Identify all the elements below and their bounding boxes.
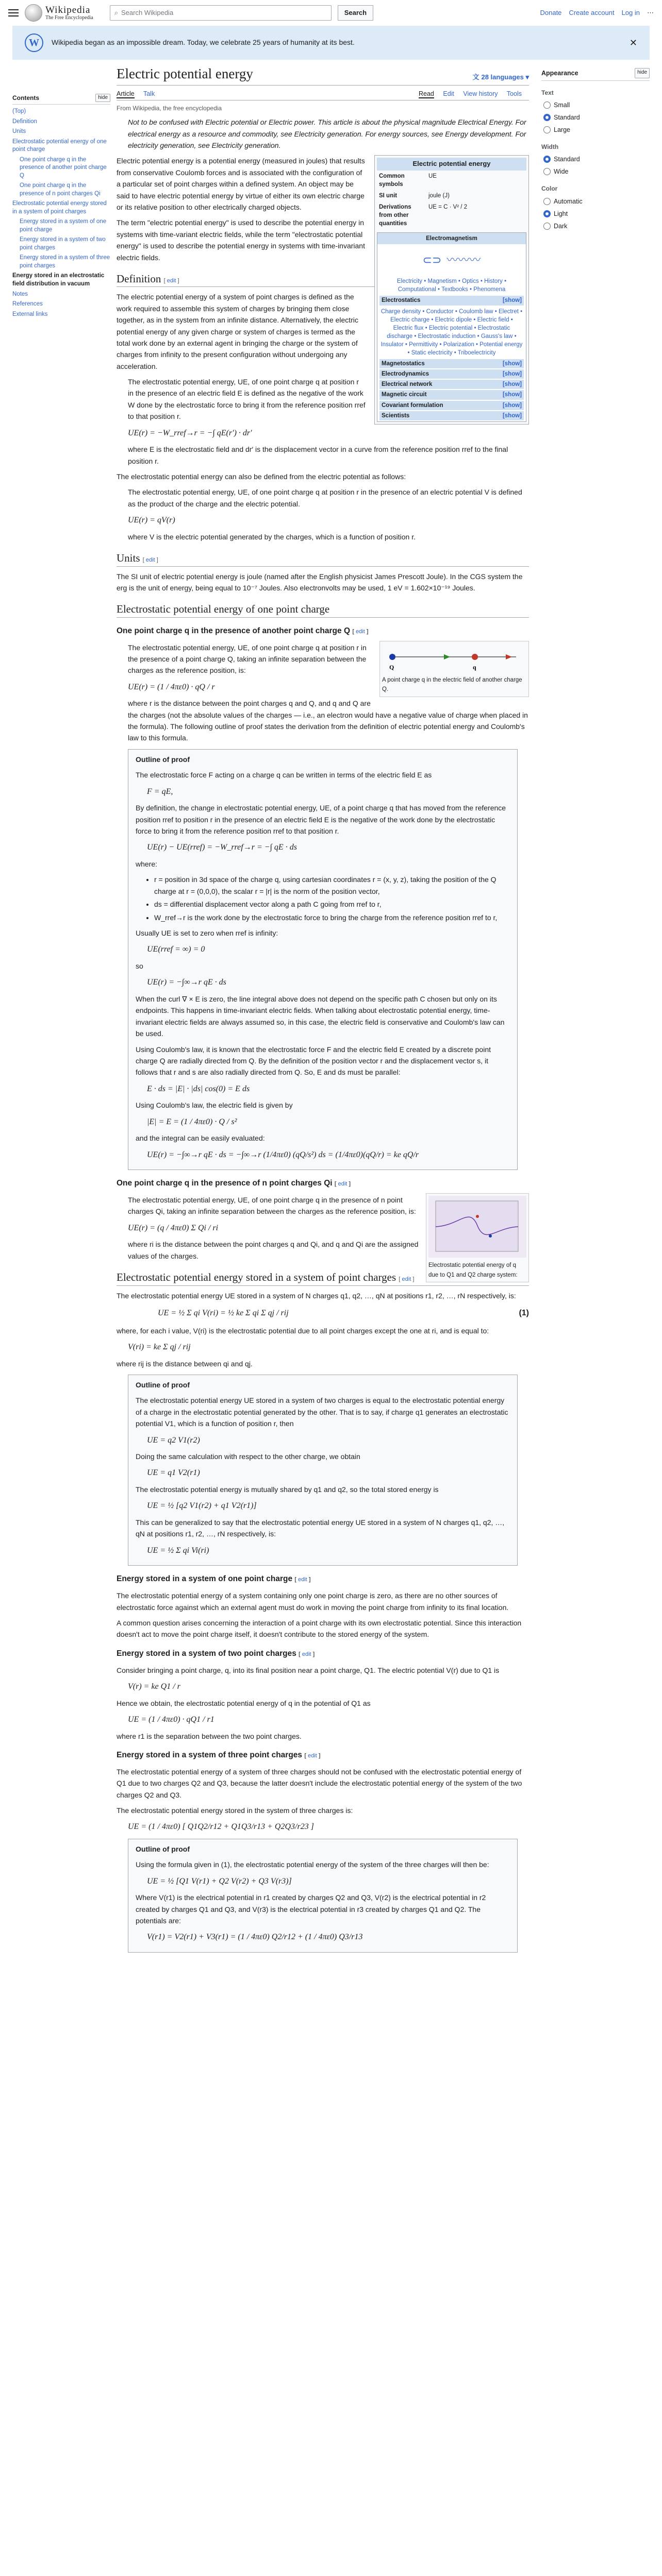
edit-section-link[interactable]: [ edit ] — [142, 557, 158, 564]
equation: UE = q2 V1(r2) — [147, 1435, 200, 1445]
equation: UE = (1 / 4πε0) · qQ1 / r1 — [128, 1715, 214, 1724]
proof-list-item: • W_rref→r is the work done by the electrostatic force to bring the charge from the reference position rref to r, — [154, 912, 510, 923]
toc-item[interactable]: Definition — [12, 118, 37, 125]
three-p2: The electrostatic potential energy stored in the system of three charges is: — [117, 1806, 353, 1815]
site-sub: From Wikipedia, the free encyclopedia — [117, 105, 222, 112]
edit-label: edit — [356, 628, 365, 635]
text-size-label: Text — [541, 89, 554, 96]
equation-1 — [158, 1307, 529, 1320]
infobox-key: Common symbols — [379, 173, 405, 188]
table-of-contents — [12, 65, 110, 1958]
equation: UE(r) = −∫∞→r qE · ds = −∫∞→r (1/4πε0) (qQ/s²) ds = (1/4πε0)(qQ/r) = ke qQ/r — [147, 1150, 419, 1159]
edit-section-link[interactable]: [ edit ] — [163, 277, 179, 284]
navbox-section[interactable] — [379, 380, 524, 389]
radio-icon[interactable] — [543, 126, 551, 133]
charge-Q1 — [476, 1215, 479, 1218]
navbox-section[interactable] — [379, 411, 524, 420]
article — [117, 65, 529, 1958]
edit-section-link[interactable]: [ edit ] — [334, 1181, 351, 1188]
wordmark: Wikipedia — [45, 4, 91, 15]
system-heading: Electrostatic potential energy stored in a system of point charges — [117, 1271, 396, 1284]
n-charges-p2: where ri is the distance between the point charges q and Qi, and q and Qi are the assigned values of the charges. — [128, 1240, 419, 1260]
units-p1: The SI unit of electric potential energy is joule (named after the English physicist James Prescott Joule). In the CGS system the erg is the unit of energy, being equal to 10⁻⁷ Joules. Also electronvolts may be used, 1 eV = 1.602×10⁻¹⁹ Joules. — [117, 572, 523, 592]
one-title: Energy stored in a system of one point charge — [117, 1574, 293, 1584]
n-charges-p1: The electrostatic potential energy, UE, of one point charge q in the presence of n point charges Qi, taking an infinite separation between the charges as the reference position, is: — [128, 1196, 416, 1216]
appearance-hide-button[interactable]: hide — [635, 68, 650, 78]
edit-label: edit — [298, 1577, 307, 1583]
proof-p1: The electrostatic force F acting on a charge q can be written in terms of the electric field E as — [136, 771, 432, 779]
charge-Q2 — [489, 1234, 492, 1238]
toc-item[interactable]: Energy stored in a system of two point charges — [20, 236, 106, 251]
infobox-value: UE — [428, 173, 437, 179]
field-arrow — [444, 654, 450, 659]
radio-icon[interactable] — [543, 223, 551, 230]
toc-item[interactable]: Units — [12, 128, 26, 135]
infobox-key: SI unit — [379, 192, 398, 199]
coil-icon: 〰〰〰 — [446, 253, 481, 266]
language-count: 28 languages — [481, 73, 524, 81]
edit-section-link[interactable]: [ edit ] — [299, 1651, 315, 1657]
main-menu-icon[interactable] — [8, 9, 19, 16]
infobox-value: UE = C · V² / 2 — [428, 204, 468, 210]
proof-p2: By definition, the change in electrostatic potential energy, UE, of a point charge q that has moved from the reference position rref to position r in the presence of an electric field E is the negative of the work done by the electrostatic force to bring it from the reference position rref to that position r. — [136, 804, 506, 836]
radio-label: Standard — [554, 114, 580, 122]
show-toggle[interactable]: [show] — [502, 371, 522, 378]
infobox-title: Electric potential energy — [377, 158, 526, 170]
proof-p4: This can be generalized to say that the electrostatic potential energy UE stored in a system of N charges q1, q2, …, qN at positions r1, r2, …, rN respectively, is: — [136, 1518, 505, 1538]
search-button[interactable]: Search — [338, 5, 373, 21]
definition-p1: The electric potential energy of a system of point charges is defined as the work required to assemble this system of charges by bringing them close together, as in the system from an infinite distance. Alternatively, the electric potential energy of any given charge or system of charges is termed as the total work done by an external agent in bringing the charge or the system of charges from infinity to the present configuration without undergoing any acceleration. — [117, 293, 358, 370]
two-p3: where r1 is the separation between the two point charges. — [117, 1732, 302, 1740]
banner-text: Wikipedia began as an impossible dream. Today, we celebrate 25 years of humanity at its best. — [52, 38, 355, 47]
equation: UE = (1 / 4πε0) [ Q1Q2/r12 + Q1Q3/r13 + Q2Q3/r23 ] — [128, 1822, 314, 1832]
create-account-link[interactable]: Create account — [569, 8, 615, 16]
equation: UE = ½ [q2 V1(r2) + q1 V2(r1)] — [147, 1501, 257, 1511]
proof-p2: Doing the same calculation with respect to the other charge, we obtain — [136, 1452, 360, 1461]
appearance-panel — [541, 65, 650, 1958]
show-toggle[interactable]: [show] — [502, 297, 522, 304]
edit-label: edit — [167, 277, 176, 284]
one-charge-heading: Electrostatic potential energy of one point charge — [117, 603, 330, 616]
navbox-section-label: Magnetostatics — [382, 361, 425, 367]
radio-icon[interactable] — [543, 101, 551, 109]
edit-section-link[interactable]: [ edit ] — [399, 1276, 415, 1283]
appearance-title: Appearance — [541, 70, 578, 77]
radio-option[interactable] — [543, 154, 650, 164]
infobox-key: Derivations from other quantities — [379, 204, 411, 227]
wikipedia-25-icon: W — [25, 33, 43, 52]
proof-p6: Using Coulomb's law, the electric field is given by — [136, 1101, 293, 1110]
toc-item[interactable]: Energy stored in an electrostatic field distribution in vacuum — [12, 273, 105, 287]
search-icon: ⌕ — [114, 8, 119, 16]
proof-p1: The electrostatic potential energy UE stored in a system of two charges is equal to the electrostatic potential energy of a charge in the electrostatic potential generated by the other. That is to say, if charge q1 generates an electrostatic potential V1, which is a function of position r, then — [136, 1396, 508, 1428]
globe-icon — [25, 4, 42, 22]
definition-p6: where V is the electric potential generated by the charges, which is a function of position r. — [128, 532, 416, 541]
subsection-one-point — [117, 1573, 529, 1586]
show-toggle[interactable]: [show] — [502, 392, 522, 398]
site-header — [0, 0, 662, 26]
radio-option[interactable] — [543, 209, 650, 219]
radio-icon[interactable] — [543, 156, 551, 163]
units-heading: Units — [117, 552, 140, 565]
proof-p4: When the curl ∇ × E is zero, the line integral above does not depend on the specific path C chosen but only on its endpoints. This happens in time-invariant electric fields. When talking about electrostatic potential energy, time-invariant electric fields are always assumed so, in this case, the electric field is conservative and Coulomb's law can be used. — [136, 994, 505, 1038]
edit-section-link[interactable]: [ edit ] — [304, 1752, 321, 1759]
one-p2: A common question arises concerning the interaction of a point charge with its own electrostatic potential. Since this interaction doesn't act to move the point charge itself, it doesn't contribute to the stored energy of the system. — [117, 1619, 522, 1639]
color-label: Color — [541, 185, 558, 193]
equation: UE(r) = (q / 4πε0) Σ Qi / ri — [128, 1223, 219, 1232]
definition-p2: The electrostatic potential energy, UE, of one point charge q at position r in the presence of an electric field E is defined as the negative of the work W done by the electrostatic force to bring it from the reference position rref to that position r. — [128, 378, 366, 421]
equation: UE(r) − UE(rref) = −W_rref→r = −∫ qE · ds — [147, 843, 297, 852]
proof-title: Outline of proof — [136, 1844, 190, 1853]
tab-article[interactable]: Article — [117, 90, 135, 98]
edit-label: edit — [338, 1181, 347, 1188]
system-p1: The electrostatic potential energy UE stored in a system of N charges q1, q2, …, qN at positions r1, r2, …, rN respectively, is: — [117, 1291, 516, 1300]
sub1-heading: One point charge q in the presence of another point charge Q — [117, 626, 351, 635]
sub2-heading: One point charge q in the presence of n point charges Qi — [117, 1179, 333, 1188]
navbox-title: Electromagnetism — [377, 233, 526, 244]
toc-item[interactable]: References — [12, 301, 43, 308]
tab-history[interactable]: View history — [463, 90, 498, 98]
proof-p1: Using the formula given in (1), the electrostatic potential energy of the system of the three charges will then be: — [136, 1860, 489, 1869]
subsection-three-point — [117, 1749, 529, 1762]
equation: V(r) = ke Q1 / r — [128, 1682, 180, 1691]
infobox-row — [377, 171, 526, 190]
proof-box — [128, 1839, 518, 1953]
show-toggle[interactable]: [show] — [502, 412, 522, 419]
proof-p5: Using Coulomb's law, it is known that the electrostatic force F and the electric field E created by a discrete point charge Q are radially directed from Q. By the definition of the position vector r and the displacement vector s, it follows that r and s are also radially directed from Q. So, E and ds must be parallel: — [136, 1045, 491, 1077]
navbox-section-label: Magnetic circuit — [382, 392, 427, 398]
tab-talk[interactable]: Talk — [143, 90, 155, 98]
radio-icon[interactable] — [543, 198, 551, 205]
show-toggle[interactable]: [show] — [502, 402, 522, 409]
one-p1: The electrostatic potential energy of a system containing only one point charge is zero, as there are no other sources of electrostatic force against which an external agent must do work in moving the point charge from infinity to its final location. — [117, 1591, 509, 1612]
radio-label: Small — [554, 101, 570, 109]
navbox-section[interactable] — [379, 401, 524, 410]
wikipedia-logo[interactable] — [25, 4, 93, 22]
potential-plot — [428, 1196, 526, 1258]
equation: UE(r) = qV(r) — [128, 516, 175, 525]
infobox-value: joule (J) — [428, 192, 450, 199]
figure-caption: Electrostatic potential energy of q due to Q1 and Q2 charge system: — [428, 1262, 518, 1278]
radio-option[interactable] — [543, 221, 650, 231]
proof-list-item: • ds = differential displacement vector along a path C going from rref to r, — [154, 899, 510, 910]
navbox-section-label: Electrostatics — [382, 297, 421, 304]
show-toggle[interactable]: [show] — [502, 361, 522, 367]
proof-p2: Where V(r1) is the electrical potential in r1 created by charges Q2 and Q3, V(r2) is the electrical potential in r2 created by charges Q1 and Q3, and V(r3) is the electrical potential in r3 created by charges Q1 and Q2. The potentials are: — [136, 1893, 486, 1925]
radio-label: Standard — [554, 156, 580, 163]
intro-paragraph-1: Electric potential energy is a potential energy (measured in joules) that results from conservative Coulomb forces and is associated with the configuration of a particular set of point charges within a defined system. An object may be said to have electric potential energy by virtue of either its own electric charge or its relative position to other electrically charged objects. — [117, 157, 365, 212]
equation: UE(rref = ∞) = 0 — [147, 945, 205, 954]
proof-list-item: • r = position in 3d space of the charge q, using cartesian coordinates r = (x, y, z), taking the position of the Q charge at r = (0,0,0), the scalar r = |r| is the norm of the position vector, — [154, 874, 510, 897]
radio-option[interactable] — [543, 125, 650, 135]
radio-label: Large — [554, 126, 570, 134]
hatnote: Not to be confused with Electric potential or Electric power. This article is about the physical magnitude Electrical Energy. For electrical energy as a resource and commodity, see Electricity generation. For energy sources, see Energy development. For electricity generation, see Electricity generation. — [128, 118, 526, 150]
navbox-section-label: Scientists — [382, 412, 410, 419]
force-arrow — [506, 654, 512, 659]
one-charge-p1: The electrostatic potential energy, UE, of one point charge q at position r in the presence of a point charge Q, taking an infinite separation between the charges as the reference position, is: — [128, 643, 367, 675]
definition-heading: Definition — [117, 272, 161, 285]
definition-p5: The electrostatic potential energy, UE, of one point charge q at position r in the presence of an electric potential V is defined as the product of the charge and the electric potential. — [128, 488, 522, 508]
navbox-section[interactable] — [379, 390, 524, 399]
system-p2: where, for each i value, V(ri) is the electrostatic potential due to all point charges except the one at ri, and is equal to: — [117, 1326, 489, 1335]
figure-point-charges — [379, 641, 529, 697]
equation: F = qE, — [147, 787, 173, 796]
navbox-section[interactable] — [379, 369, 524, 379]
proof-title: Outline of proof — [136, 1380, 190, 1389]
toc-item[interactable]: One point charge q in the presence of another point charge Q — [20, 156, 107, 179]
toc-hide-button[interactable]: hide — [95, 94, 110, 102]
three-title: Energy stored in a system of three point charges — [117, 1750, 303, 1759]
equation-number: (1) — [519, 1308, 529, 1317]
more-options-icon[interactable]: ⋯ — [647, 8, 654, 16]
toc-item[interactable]: One point charge q in the presence of n point charges Qi — [20, 182, 101, 197]
figure-potential-plot — [426, 1193, 529, 1282]
equation: |E| = E = (1 / 4πε0) · Q / s² — [147, 1117, 237, 1126]
tab-read[interactable]: Read — [418, 90, 434, 98]
radio-option[interactable] — [543, 196, 650, 207]
radio-label: Wide — [554, 168, 569, 176]
subsection-two-point — [117, 1648, 529, 1660]
section-units — [117, 551, 529, 566]
width-label: Width — [541, 143, 559, 151]
two-title: Energy stored in a system of two point charges — [117, 1649, 296, 1658]
label-q: q — [473, 663, 476, 671]
intro-paragraph-2: The term "electric potential energy" is used to describe the potential energy in systems with time-variant electric fields, while the term "electrostatic potential energy" is used to describe the potential energy in systems with time-invariant electric fields. — [117, 218, 365, 262]
tagline: The Free Encyclopedia — [45, 15, 93, 21]
close-icon[interactable]: ✕ — [629, 37, 637, 48]
solenoid-illustration — [377, 244, 526, 276]
two-p2: Hence we obtain, the electrostatic potential energy of q in the potential of Q1 as — [117, 1699, 371, 1707]
navbox-items[interactable]: Charge density • Conductor • Coulomb law • Electret • Electric charge • Electric dipole • Electric field • Electric flux • Electric potential • Electrostatic discharge • Electrostatic induction • Gauss's law • Insulator • Permittivity • Polarization • Potential energy • Static electricity • Triboelectricity — [380, 308, 523, 357]
tab-edit[interactable]: Edit — [443, 90, 454, 98]
two-p1: Consider bringing a point charge, q, into its final position near a point charge, Q1. The electric potential V(r) due to Q1 is — [117, 1666, 500, 1674]
proof-p7: and the integral can be easily evaluated: — [136, 1134, 265, 1143]
radio-label: Dark — [554, 222, 568, 230]
equation: UE(r) = (1 / 4πε0) · qQ / r — [128, 682, 215, 691]
equation: V(ri) = ke Σ qj / rij — [128, 1342, 191, 1351]
radio-option[interactable] — [543, 100, 650, 110]
edit-label: edit — [402, 1276, 411, 1283]
proof-p3: The electrostatic potential energy is mutually shared by q1 and q2, so the total stored energy is — [136, 1485, 439, 1494]
navbox-section[interactable] — [379, 359, 524, 368]
equation: E · ds = |E| · |ds| cos(0) = E ds — [147, 1084, 250, 1093]
proof-box — [128, 1375, 518, 1566]
equation: UE = ½ Σ qi Vi(ri) — [147, 1546, 209, 1555]
figure-caption: A point charge q in the electric field of another charge Q. — [382, 676, 522, 693]
system-p3: where rij is the distance between qi and qj. — [117, 1359, 253, 1368]
search-input[interactable] — [110, 5, 332, 21]
login-link[interactable]: Log in — [621, 8, 640, 16]
page-title: Electric potential energy — [117, 66, 253, 81]
label-Q: Q — [389, 663, 394, 671]
donate-link[interactable]: Donate — [540, 8, 562, 16]
edit-section-link[interactable]: [ edit ] — [294, 1577, 311, 1583]
toc-item[interactable]: External links — [12, 311, 48, 317]
edit-label: edit — [302, 1651, 311, 1657]
radio-label: Automatic — [554, 197, 583, 205]
toc-item[interactable]: Notes — [12, 291, 28, 297]
one-charge-p2: where r is the distance between the point charges q and Q, and q and Q are the charges (not the absolute values of the charges — i.e., an electron would have a negative value of charge when placed in the formula). The following outline of proof states the derivation from the definition of electric potential energy and Coulomb's law to this formula. — [128, 699, 528, 742]
navbox-section-label: Electrical network — [382, 381, 433, 388]
toc-item[interactable]: Energy stored in a system of three point charges — [20, 255, 110, 269]
radio-label: Light — [554, 210, 568, 217]
toc-item[interactable]: Electrostatic potential energy stored in a system of point charges — [12, 200, 107, 215]
proof-box — [128, 749, 518, 1170]
section-one-charge — [117, 602, 529, 617]
subsection-n-charges — [117, 1177, 529, 1190]
infobox — [374, 155, 529, 424]
radio-icon[interactable] — [543, 168, 551, 175]
charge-q — [472, 654, 478, 660]
edit-label: edit — [308, 1752, 317, 1759]
radio-option[interactable] — [543, 166, 650, 177]
equation: UE = q1 V2(r1) — [147, 1468, 200, 1478]
tab-tools[interactable]: Tools — [506, 90, 522, 98]
charge-Q — [389, 654, 395, 660]
proof-p3: Usually UE is set to zero when rref is infinity: — [136, 928, 278, 937]
equation: UE = ½ Σ qi V(ri) = ½ ke Σ qi Σ qj / rij — [158, 1308, 289, 1317]
magnet-icon: ⊂⊃ — [422, 253, 442, 266]
proof-so: so — [136, 961, 143, 970]
definition-p3: where E is the electrostatic field and dr′ is the displacement vector in a curve from the reference position rref to the final position r. — [128, 445, 508, 465]
search-placeholder: Search Wikipedia — [121, 8, 174, 16]
infobox-row — [377, 201, 526, 229]
three-p1: The electrostatic potential energy of a system of three charges should not be confused with the electrostatic potential energy of Q1 due to two charges Q2 and Q3, because the latter doesn't include the electrostatic potential energy of the system of the two charges Q2 and Q3. — [117, 1767, 522, 1799]
toc-item[interactable]: (Top) — [12, 108, 26, 115]
fundraising-banner — [12, 26, 650, 60]
toc-item[interactable]: Electrostatic potential energy of one point charge — [12, 138, 107, 153]
navbox-section-label: Electrodynamics — [382, 371, 429, 378]
electromagnetism-navbox — [377, 232, 526, 422]
radio-icon[interactable] — [543, 210, 551, 217]
proof-where: where: — [136, 860, 158, 869]
proof-title: Outline of proof — [136, 755, 190, 764]
radio-icon[interactable] — [543, 114, 551, 121]
radio-option[interactable] — [543, 112, 650, 123]
language-button[interactable]: 文 28 languages ▾ — [472, 73, 529, 81]
navbox-section[interactable] — [379, 296, 524, 305]
toc-item[interactable]: Energy stored in a system of one point charge — [20, 218, 107, 233]
edit-section-link[interactable]: [ edit ] — [352, 628, 369, 635]
edit-label: edit — [145, 557, 155, 564]
infobox-row — [377, 190, 526, 201]
toc-heading: Contents — [12, 94, 39, 101]
charges-diagram — [382, 643, 526, 672]
definition-p4: The electrostatic potential energy can also be defined from the electric potential as follows: — [117, 472, 406, 481]
equation: UE(r) = −∫∞→r qE · ds — [147, 978, 226, 987]
equation: UE = ½ [Q1 V(r1) + Q2 V(r2) + Q3 V(r3)] — [147, 1876, 292, 1886]
navbox-section-label: Covariant formulation — [382, 402, 443, 409]
navbox-links[interactable]: Electricity • Magnetism • Optics • History • Computational • Textbooks • Phenomena — [396, 278, 507, 293]
show-toggle[interactable]: [show] — [502, 381, 522, 388]
plot-area — [436, 1201, 518, 1251]
equation: V(r1) = V2(r1) + V3(r1) = (1 / 4πε0) Q2/r12 + (1 / 4πε0) Q3/r13 — [147, 1933, 363, 1942]
subsection-q-and-Q — [117, 625, 529, 638]
equation: UE(r) = −W_rref→r = −∫ qE(r′) · dr′ — [128, 428, 252, 437]
